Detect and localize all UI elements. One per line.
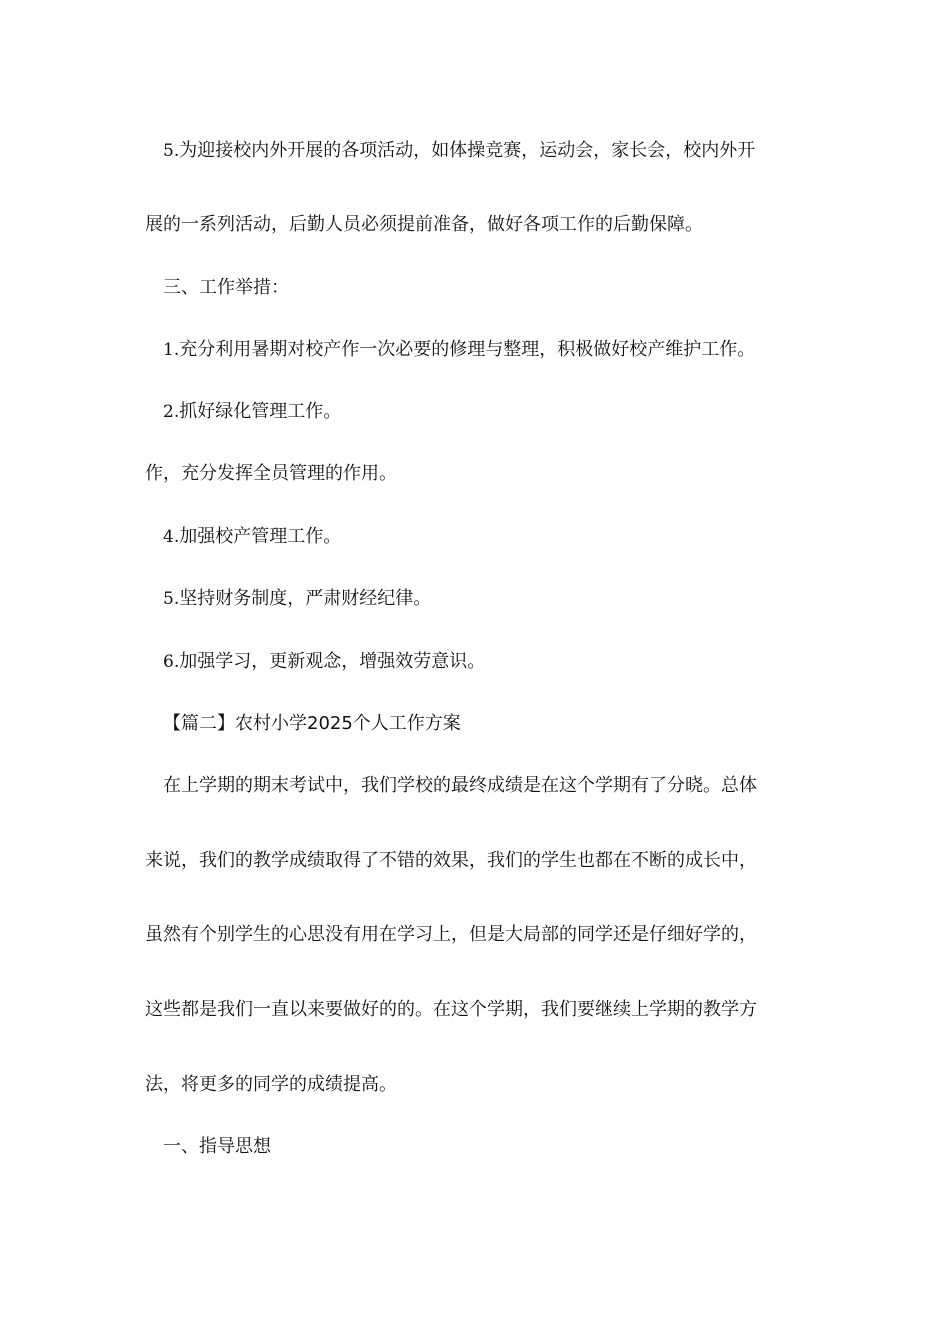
list-item <box>163 587 431 611</box>
line-text: 为迎接校内外开展的各项活动，如体操竞赛，运动会，家长会，校内外开 <box>179 140 756 161</box>
line-text: 三、工作举措： <box>163 277 289 298</box>
list-number: 1. <box>163 340 180 360</box>
line-text: 抓好绿化管理工作。 <box>179 401 342 422</box>
section-heading <box>163 1135 271 1159</box>
list-number: 6. <box>163 652 180 672</box>
article-heading <box>163 712 461 736</box>
paragraph-line <box>163 774 757 798</box>
list-item <box>163 400 341 424</box>
paragraph-line <box>145 462 397 486</box>
paragraph-line <box>145 998 757 1022</box>
line-text: 作，充分发挥全员管理的作用。 <box>145 463 397 484</box>
paragraph-line <box>163 139 755 163</box>
line-text: 充分利用暑期对校产作一次必要的修理与整理，积极做好校产维护工作。 <box>179 339 756 360</box>
paragraph-line <box>145 849 757 873</box>
line-text: 在上学期的期末考试中，我们学校的最终成绩是在这个学期有了分晓。总体 <box>163 775 757 796</box>
list-number: 5. <box>163 589 180 609</box>
list-number: 4. <box>163 527 180 547</box>
line-text: 加强学习，更新观念，增强效劳意识。 <box>179 651 486 672</box>
line-text: 法，将更多的同学的成绩提高。 <box>145 1074 397 1095</box>
line-text: 一、指导思想 <box>163 1136 271 1157</box>
line-text: 展的一系列活动，后勤人员必须提前准备，做好各项工作的后勤保障。 <box>145 214 703 235</box>
line-text: 来说，我们的教学成绩取得了不错的效果，我们的学生也都在不断的成长中， <box>145 850 757 871</box>
line-text: 坚持财务制度，严肃财经纪律。 <box>179 588 432 609</box>
line-text: 虽然有个别学生的心思没有用在学习上，但是大局部的同学还是仔细好学的， <box>145 924 757 945</box>
paragraph-line <box>145 1073 397 1097</box>
list-item <box>163 338 755 362</box>
section-heading <box>163 276 289 300</box>
line-text: 【篇二】农村小学2025个人工作方案 <box>163 713 461 734</box>
paragraph-line <box>145 213 703 237</box>
line-text: 加强校产管理工作。 <box>179 526 342 547</box>
list-number: 5. <box>163 141 180 161</box>
list-item <box>163 650 485 674</box>
paragraph-line <box>145 923 757 947</box>
list-number: 2. <box>163 402 180 422</box>
line-text: 这些都是我们一直以来要做好的的。在这个学期，我们要继续上学期的教学方 <box>145 999 757 1020</box>
list-item <box>163 525 341 549</box>
